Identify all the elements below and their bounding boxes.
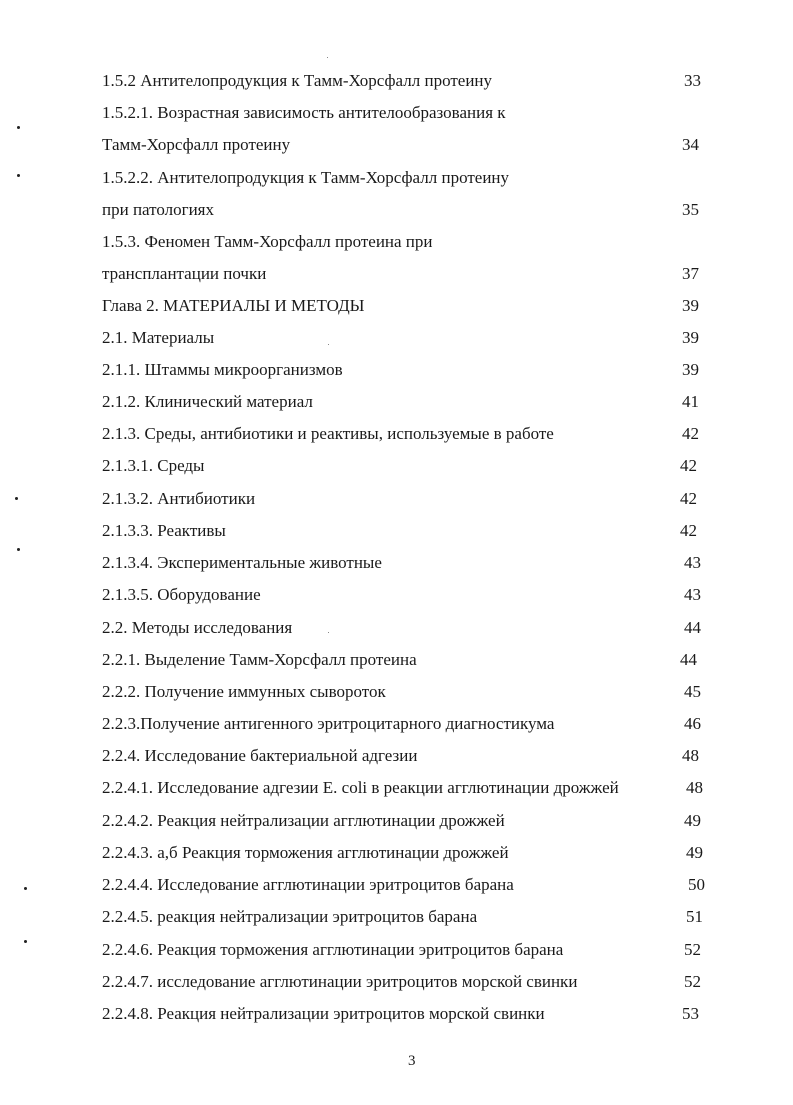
- toc-entry-page: 44: [684, 618, 701, 637]
- scan-artifact-dot: [24, 940, 27, 943]
- toc-entry-text: 2.2.4.4. Исследование агглютинации эритроцитов барана: [102, 875, 514, 894]
- toc-entry-text: 2.2.4.7. исследование агглютинации эритроцитов морской свинки: [102, 972, 578, 991]
- toc-entry-text: 2.2.4.2. Реакция нейтрализации агглютинации дрожжей: [102, 811, 505, 830]
- toc-entry-text: 2.1.3.5. Оборудование: [102, 585, 261, 604]
- toc-entry-text: 2.1.3.1. Среды: [102, 456, 205, 475]
- toc-entry-text: 1.5.3. Феномен Тамм-Хорсфалл протеина при: [102, 232, 433, 251]
- toc-entry-page: 42: [680, 489, 697, 508]
- toc-entry-text: 2.2.1. Выделение Тамм-Хорсфалл протеина: [102, 650, 417, 669]
- toc-entry-text: 2.2.4. Исследование бактериальной адгезии: [102, 746, 418, 765]
- toc-entry-text: трансплантации почки: [102, 264, 267, 283]
- toc-entry-text: 2.2.4.1. Исследование адгезии E. coli в реакции агглютинации дрожжей: [102, 778, 619, 797]
- toc-entry-text: 1.5.2 Антителопродукция к Тамм-Хорсфалл протеину: [102, 71, 493, 90]
- toc-entry-text: 2.1.3.4. Экспериментальные животные: [102, 553, 382, 572]
- toc-entry-text: 2.2. Методы исследования: [102, 618, 293, 637]
- toc-entry-text: 2.2.4.5. реакция нейтрализации эритроцитов барана: [102, 907, 478, 926]
- scan-artifact-speck: [328, 344, 329, 345]
- toc-entry-page: 39: [682, 328, 699, 347]
- toc-entry-page: 44: [680, 650, 697, 669]
- toc-entry-page: 39: [682, 296, 699, 315]
- toc-entry-page: 46: [684, 714, 701, 733]
- toc-entry-page: 49: [686, 843, 703, 862]
- toc-entry-page: 42: [680, 521, 697, 540]
- toc-entry-page: 42: [680, 456, 697, 475]
- toc-entry-text: 2.1.3. Среды, антибиотики и реактивы, используемые в работе: [102, 424, 554, 443]
- toc-entry-page: 53: [682, 1004, 699, 1023]
- toc-entry-text: 2.1. Материалы: [102, 328, 215, 347]
- toc-entry-page: 49: [684, 811, 701, 830]
- toc-entry-text: 2.2.2. Получение иммунных сывороток: [102, 682, 386, 701]
- toc-entry-page: 39: [682, 360, 699, 379]
- scan-artifact-dot: [17, 548, 20, 551]
- toc-entry-page: 50: [688, 875, 705, 894]
- toc-entry-text: 1.5.2.1. Возрастная зависимость антителообразования к: [102, 103, 506, 122]
- toc-entry-page: 34: [682, 135, 699, 154]
- toc-chapter-heading: Глава 2. МАТЕРИАЛЫ И МЕТОДЫ: [102, 296, 365, 315]
- toc-entry-text: Тамм-Хорсфалл протеину: [102, 135, 291, 154]
- toc-entry-text: 2.1.3.3. Реактивы: [102, 521, 226, 540]
- toc-entry-page: 35: [682, 200, 699, 219]
- toc-entry-text: 2.1.2. Клинический материал: [102, 392, 313, 411]
- toc-entry-text: 2.2.3.Получение антигенного эритроцитарного диагностикума: [102, 714, 555, 733]
- toc-entry-page: 43: [684, 553, 701, 572]
- toc-entry-text: при патологиях: [102, 200, 215, 219]
- scan-artifact-speck: [327, 57, 328, 58]
- toc-entry-text: 1.5.2.2. Антителопродукция к Тамм-Хорсфалл протеину: [102, 168, 510, 187]
- toc-entry-page: 41: [682, 392, 699, 411]
- toc-entry-page: 51: [686, 907, 703, 926]
- scan-artifact-dot: [24, 887, 27, 890]
- toc-entry-page: 42: [682, 424, 699, 443]
- toc-entry-page: 33: [684, 71, 701, 90]
- toc-entry-text: 2.2.4.8. Реакция нейтрализации эритроцитов морской свинки: [102, 1004, 545, 1023]
- toc-entry-page: 48: [682, 746, 699, 765]
- scan-artifact-dot: [17, 126, 20, 129]
- toc-entry-page: 37: [682, 264, 699, 283]
- toc-entry-page: 43: [684, 585, 701, 604]
- scan-artifact-dot: [17, 174, 20, 177]
- toc-entry-text: 2.2.4.3. а,б Реакция торможения агглютинации дрожжей: [102, 843, 509, 862]
- page-number: 3: [408, 1053, 416, 1069]
- toc-entry-page: 52: [684, 940, 701, 959]
- toc-entry-text: 2.1.1. Штаммы микроорганизмов: [102, 360, 343, 379]
- toc-entry-page: 48: [686, 778, 703, 797]
- scan-artifact-speck: [328, 632, 329, 633]
- scan-artifact-dot: [15, 497, 18, 500]
- toc-entry-page: 45: [684, 682, 701, 701]
- toc-entry-text: 2.1.3.2. Антибиотики: [102, 489, 256, 508]
- toc-entry-text: 2.2.4.6. Реакция торможения агглютинации эритроцитов барана: [102, 940, 564, 959]
- toc-entry-page: 52: [684, 972, 701, 991]
